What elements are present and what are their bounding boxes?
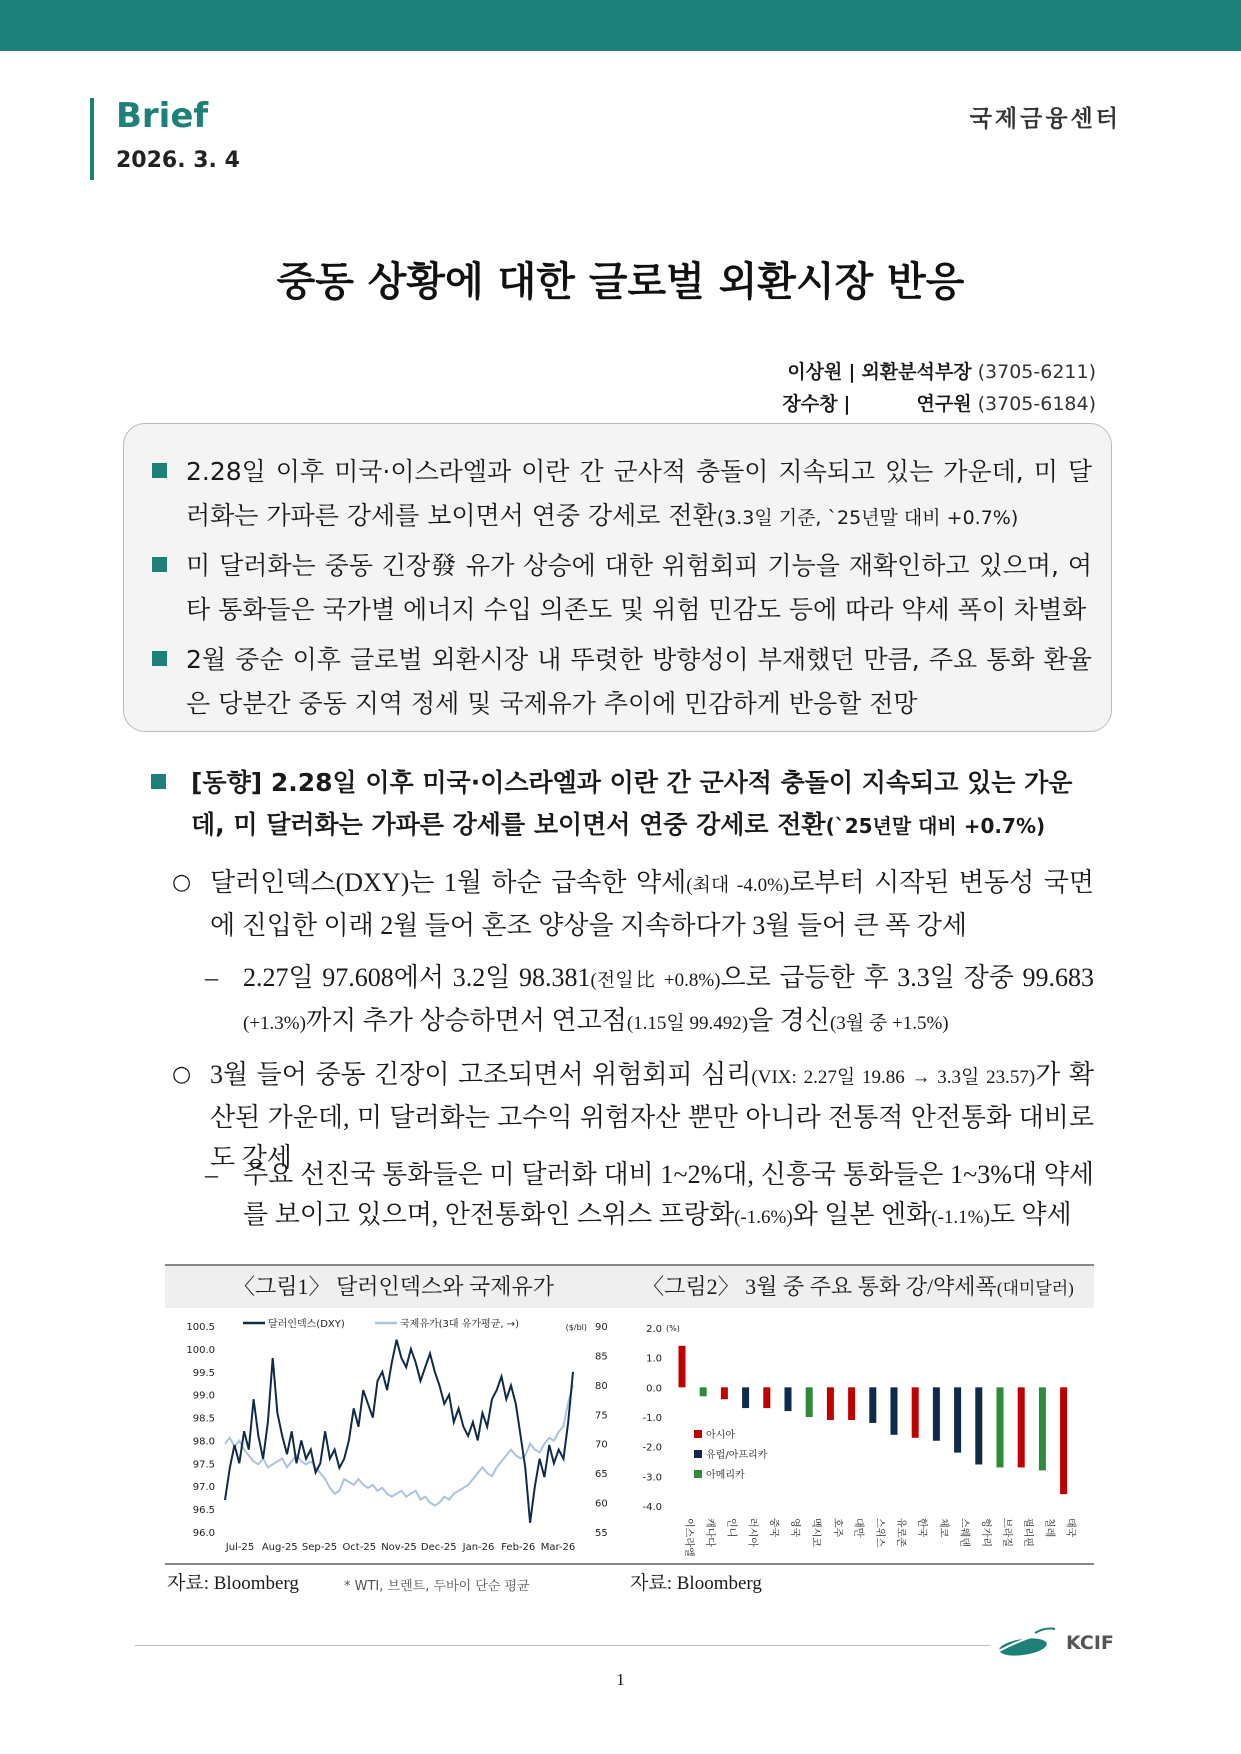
- bullet-text: 2.27일 97.608에서 3.2일 98.381: [243, 963, 591, 992]
- x-tick-label: Nov-25: [381, 1542, 417, 1553]
- bullet-note: (3월 중 +1.5%): [829, 1013, 949, 1034]
- dxy-oil-line-chart: [165, 1306, 622, 1562]
- x-tick-label: Dec-25: [420, 1542, 457, 1553]
- bullet-note: (-1.6%): [734, 1207, 793, 1228]
- author-name: 장수창: [782, 393, 838, 415]
- bullet-note: (1.15일 99.492): [626, 1013, 749, 1034]
- y-right-tick-label: 55: [595, 1528, 608, 1539]
- y-left-tick-label: 98.5: [192, 1413, 215, 1425]
- x-category-label: 필리핀: [1022, 1518, 1034, 1547]
- dash-bullet-icon: –: [205, 963, 218, 992]
- square-bullet-icon: [152, 651, 167, 666]
- bullet-text: 가 확산된 가운데, 미 달러화는 고수익 위험자산 뿐만 아니라 전통적 안전통화 대비로도 강세: [210, 1060, 1094, 1172]
- y-right-tick-label: 70: [595, 1439, 608, 1451]
- x-tick-label: Aug-25: [261, 1542, 298, 1553]
- bullet-text: 을 경신: [748, 1006, 830, 1035]
- dash-bullet-icon: –: [205, 1160, 218, 1189]
- x-category-label: 인니: [725, 1518, 737, 1538]
- author-separator: |: [843, 393, 851, 415]
- bullet-text: 달러인덱스(DXY)는 1월 하순 급속한 약세: [210, 868, 687, 897]
- y-tick-label: -1.0: [642, 1413, 662, 1424]
- bar-스위스: [869, 1387, 876, 1423]
- legend-label-america: 아메리카: [706, 1470, 745, 1481]
- top-banner: [0, 0, 1241, 51]
- author-role: 외환분석부장: [861, 361, 972, 383]
- author-row: [782, 356, 1096, 388]
- report-date: 2026. 3. 4: [116, 148, 240, 173]
- y-tick-label: 1.0: [646, 1353, 662, 1365]
- brief-header: [90, 98, 240, 180]
- x-category-label: 영국: [789, 1518, 800, 1538]
- bar-필리핀: [1018, 1387, 1025, 1467]
- legend-swatch-america: [694, 1470, 702, 1478]
- y-right-tick-label: 85: [595, 1351, 608, 1363]
- summary-item: [152, 638, 1092, 726]
- bullet-text: 까지 추가 상승하면서 연고점: [305, 1006, 627, 1035]
- y-left-tick-label: 100.0: [186, 1344, 215, 1356]
- square-bullet-icon: [151, 774, 166, 789]
- circle-bullet-icon: ○: [172, 870, 192, 895]
- x-category-label: 대만: [852, 1518, 864, 1538]
- y-right-tick-label: 60: [595, 1498, 608, 1510]
- figure-1-title: 〈그림1〉 달러인덱스와 국제유가: [165, 1266, 622, 1308]
- y-left-tick-label: 96.0: [192, 1528, 215, 1539]
- author-separator: |: [848, 361, 856, 383]
- author-role: 연구원: [916, 393, 972, 415]
- y-left-tick-label: 98.0: [192, 1436, 215, 1448]
- x-category-label: 이스라엘: [683, 1518, 694, 1557]
- square-bullet-icon: [152, 557, 167, 572]
- bullet-note: (-1.1%): [931, 1207, 990, 1228]
- bullet-text: 주요 선진국 통화들은 미 달러화 대비 1~2%대, 신흥국 통화들은 1~3%대 약세를 보이고 있으며, 안전통화인 스위스 프랑화: [243, 1160, 1094, 1229]
- bar-칠레: [1039, 1387, 1046, 1470]
- sub-bullet-item: [205, 1155, 1094, 1238]
- bar-호주: [827, 1387, 834, 1420]
- y-tick-label: -2.0: [642, 1442, 662, 1454]
- figure-2-bottom-rule: [622, 1563, 1094, 1565]
- bar-이스라엘: [679, 1346, 686, 1388]
- bar-대만: [848, 1387, 855, 1420]
- bar-헝가리: [975, 1387, 982, 1464]
- bar-브라질: [997, 1387, 1004, 1467]
- y-tick-label: -4.0: [642, 1502, 662, 1513]
- y-left-tick-label: 96.5: [192, 1505, 215, 1517]
- sub-bullet-item: [205, 958, 1094, 1044]
- x-category-label: 유로존: [895, 1518, 906, 1547]
- bar-인니: [721, 1387, 728, 1399]
- x-category-label: 멕시코: [810, 1518, 822, 1547]
- bullet-text: 으로 급등한 후 3.3일 장중 99.683: [720, 963, 1095, 992]
- summary-note: (3.3일 기준, `25년말 대비 +0.7%): [716, 507, 1019, 529]
- summary-item: [152, 450, 1092, 540]
- x-tick-label: Mar-26: [540, 1542, 576, 1553]
- author-row: [782, 388, 1096, 420]
- x-tick-label: Jan-26: [462, 1542, 495, 1553]
- section-heading-text: [동향] 2.28일 이후 미국·이스라엘과 이란 간 군사적 충돌이 지속되고 있는 가운데, 미 달러화는 가파른 강세를 보이면서 연중 강세로 전환: [191, 768, 1073, 839]
- kcif-logo-icon: [995, 1625, 1057, 1661]
- figure-1-bottom-rule: [165, 1563, 622, 1565]
- y-left-tick-label: 97.5: [192, 1459, 215, 1471]
- legend-swatch-europe: [694, 1450, 702, 1458]
- bar-중국: [763, 1387, 770, 1408]
- bar-멕시코: [806, 1387, 813, 1417]
- x-tick-label: Jul-25: [225, 1542, 255, 1553]
- y-left-tick-label: 100.5: [186, 1322, 215, 1333]
- legend-dxy-label: 달러인덱스(DXY): [268, 1319, 345, 1330]
- y-left-tick-label: 99.5: [192, 1367, 215, 1379]
- x-category-label: 호주: [831, 1518, 843, 1538]
- figure-2-source: 자료: Bloomberg: [630, 1573, 762, 1594]
- x-category-label: 러시아: [746, 1518, 758, 1547]
- page-number: 1: [616, 1670, 625, 1689]
- bullet-note: (VIX: 2.27일 19.86 → 3.3일 23.57): [751, 1067, 1036, 1088]
- y-right-tick-label: 90: [595, 1322, 608, 1333]
- x-category-label: 체코: [937, 1518, 949, 1538]
- legend-label-europe: 유럽/아프리카: [706, 1450, 768, 1461]
- y-right-tick-label: 65: [595, 1469, 608, 1481]
- circle-bullet-icon: ○: [172, 1062, 192, 1087]
- y-left-tick-label: 99.0: [192, 1390, 215, 1402]
- bar-영국: [785, 1387, 792, 1411]
- bullet-note: (+1.3%): [243, 1013, 306, 1034]
- bullet-text: 3월 들어 중동 긴장이 고조되면서 위험회피 심리: [210, 1060, 752, 1089]
- y-tick-label: 0.0: [646, 1383, 662, 1395]
- dxy-line: [225, 1340, 573, 1523]
- y-right-tick-label: 80: [595, 1380, 608, 1392]
- y-left-tick-label: 97.0: [192, 1482, 215, 1494]
- x-category-label: 스웨덴: [958, 1518, 970, 1547]
- bullet-item: [172, 863, 1094, 946]
- bar-스웨덴: [954, 1387, 961, 1452]
- x-category-label: 한국: [916, 1518, 928, 1538]
- y-unit-label: (%): [666, 1324, 680, 1333]
- bullet-text: 도 약세: [989, 1200, 1072, 1229]
- currency-bar-chart: [622, 1306, 1094, 1562]
- author-list: [782, 356, 1096, 420]
- author-name: 이상원: [787, 361, 843, 383]
- section-heading-note: (`25년말 대비 +0.7%): [825, 814, 1046, 838]
- bullet-text: 로부터 시작된 변동성 국면에 진입한 이래 2월 들어 혼조 양상을 지속하다가 3월 들어 큰 폭 강세: [210, 868, 1094, 940]
- organization-name: 국제금융센터: [969, 106, 1121, 132]
- x-category-label: 캐나다: [704, 1518, 716, 1547]
- summary-text: 2.28일 이후 미국·이스라엘과 이란 간 군사적 충돌이 지속되고 있는 가운데, 미 달러화는 가파른 강세를 보이면서 연중 강세로 전환: [186, 457, 1092, 530]
- bar-태국: [1060, 1387, 1067, 1494]
- bullet-note: (최대 -4.0%): [686, 875, 790, 896]
- y-tick-label: -3.0: [642, 1472, 662, 1484]
- bar-한국: [912, 1387, 919, 1437]
- brief-label: Brief: [116, 96, 209, 136]
- y-right-tick-label: 75: [595, 1410, 608, 1422]
- bar-유로존: [891, 1387, 898, 1434]
- legend-oil-label: 국제유가(3대 유가평균, →): [400, 1319, 520, 1330]
- x-category-label: 스위스: [873, 1518, 885, 1547]
- legend-label-asia: 아시아: [706, 1430, 735, 1441]
- y-tick-label: 2.0: [646, 1324, 662, 1335]
- bar-러시아: [742, 1387, 749, 1408]
- figure-2-title: [622, 1266, 1094, 1308]
- figure-1-note: * WTI, 브렌트, 두바이 단순 평균: [344, 1579, 530, 1594]
- summary-text: 2월 중순 이후 글로벌 외환시장 내 뚜렷한 방향성이 부재했던 만큼, 주요 통화 환율은 당분간 중동 지역 정세 및 국제유가 추이에 민감하게 반응할 전망: [186, 645, 1092, 718]
- author-phone: (3705-6184): [977, 393, 1096, 415]
- x-category-label: 태국: [1064, 1518, 1076, 1538]
- kcif-logo-text: KCIF: [1066, 1632, 1114, 1654]
- x-tick-label: Oct-25: [342, 1542, 377, 1553]
- summary-item: [152, 544, 1092, 632]
- page-title: 중동 상황에 대한 글로벌 외환시장 반응: [276, 259, 965, 305]
- bar-캐나다: [700, 1387, 707, 1396]
- legend-swatch-asia: [694, 1430, 702, 1438]
- bullet-text: 와 일본 엔화: [792, 1200, 932, 1229]
- bullet-note: (전일比 +0.8%): [590, 970, 721, 991]
- footer-rule: [135, 1645, 990, 1646]
- figure-2-title-text: 〈그림2〉 3월 중 주요 통화 강/약세폭: [642, 1274, 997, 1299]
- x-tick-label: Sep-25: [301, 1542, 338, 1553]
- x-tick-label: Feb-26: [501, 1542, 536, 1553]
- y-right-unit: ($/bl): [565, 1323, 587, 1332]
- summary-box: [123, 423, 1112, 732]
- x-category-label: 칠레: [1043, 1518, 1055, 1538]
- section-heading: [151, 762, 1101, 847]
- figure-2-title-note: (대미달러): [996, 1279, 1074, 1298]
- bar-체코: [933, 1387, 940, 1440]
- figure-1-source: 자료: Bloomberg: [167, 1573, 299, 1594]
- x-category-label: 브라질: [1001, 1518, 1012, 1547]
- x-category-label: 중국: [767, 1518, 779, 1538]
- summary-text: 미 달러화는 중동 긴장發 유가 상승에 대한 위험회피 기능을 재확인하고 있으며, 여타 통화들은 국가별 에너지 수입 의존도 및 위험 민감도 등에 따라 약세 폭이 차별화: [186, 551, 1092, 624]
- author-phone: (3705-6211): [977, 361, 1096, 383]
- square-bullet-icon: [152, 463, 167, 478]
- x-category-label: 헝가리: [979, 1518, 991, 1547]
